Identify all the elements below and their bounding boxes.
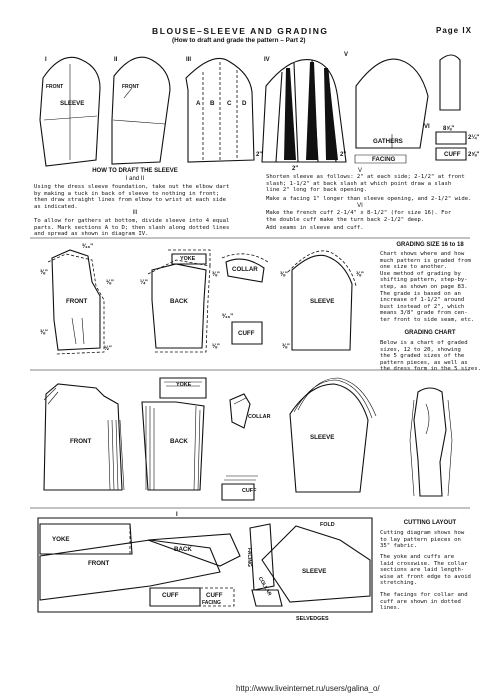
facing-label: FACING xyxy=(372,156,396,163)
paragraph: Make a facing 1" longer than sleeve opening, and 2-1/2" wide. xyxy=(266,196,472,202)
sleeve-label: SLEEVE xyxy=(302,568,327,575)
cuff-label: CUFF xyxy=(242,488,257,494)
section-label-b: B xyxy=(210,100,215,107)
step-label: V xyxy=(344,52,349,58)
step-subheading: V xyxy=(357,168,362,174)
section-label-c: C xyxy=(227,100,232,107)
sleeve-step-2 xyxy=(112,57,170,164)
yoke-label: YOKE xyxy=(52,536,70,543)
sleeve-step-6 xyxy=(436,55,466,160)
dimension: 8⅝" xyxy=(443,126,455,132)
grade-mark: ⅜" xyxy=(356,272,364,278)
chart-front xyxy=(44,384,124,490)
step-label: II xyxy=(114,57,118,63)
facing-label: FACING xyxy=(246,548,252,567)
step-label: IV xyxy=(264,57,270,63)
yoke-label: YOKE xyxy=(176,382,192,388)
grade-mark: ⅜" xyxy=(280,272,288,278)
step-label: III xyxy=(186,57,192,63)
collar-label: COLLAR xyxy=(256,576,273,598)
page-subtitle: (How to draft and grade the pattern – Part 2) xyxy=(172,37,306,44)
cutting-heading: CUTTING LAYOUT xyxy=(403,520,457,526)
source-url[interactable]: http://www.liveinternet.ru/users/galina_o/ xyxy=(236,684,380,693)
yoke-label: YOKE xyxy=(180,256,196,262)
fold-marker: I xyxy=(176,512,178,518)
grading-chart-text: Below is a chart of graded sizes, 12 to 20, showing the 5 graded sizes of the pattern pieces, as well as the dress form in the 5 sizes. xyxy=(380,340,482,373)
page-number: Page IX xyxy=(436,26,472,35)
sleeve-label: SLEEVE xyxy=(310,298,335,305)
selvedges-label: SELVEDGES xyxy=(296,616,329,622)
sleeve-label: SLEEVE xyxy=(60,100,85,107)
collar-label: COLLAR xyxy=(232,266,258,273)
step-label: I xyxy=(45,57,47,63)
grading-heading: GRADING SIZE 16 to 18 xyxy=(396,242,464,248)
grade-mark: ³⁄₁₆" xyxy=(82,244,94,250)
section-heading: HOW TO DRAFT THE SLEEVE xyxy=(92,168,178,174)
cuff-label: CUFF xyxy=(238,330,255,337)
grade-mark: ⅜" xyxy=(212,272,220,278)
grade-mark: ⅛" xyxy=(212,344,220,350)
chart-dress-form xyxy=(410,388,452,496)
front-label: FRONT xyxy=(46,84,64,90)
gathers-label: GATHERS xyxy=(373,138,403,145)
step-subheading: III xyxy=(132,210,138,216)
back-label: BACK xyxy=(174,546,192,553)
cutting-text: The yoke and cuffs are laid crosswise. The collar sections are laid length- wise at front edge to avoid stretching. xyxy=(380,554,471,587)
grading-chart-heading: GRADING CHART xyxy=(404,330,456,336)
grade-mark: ⅜" xyxy=(40,330,48,336)
sleeve-step-5 xyxy=(355,59,428,163)
collar-label: COLLAR xyxy=(248,414,271,420)
step-subheading: I and II xyxy=(125,176,145,182)
front-label: FRONT xyxy=(122,84,140,90)
sleeve-step-1 xyxy=(40,57,100,166)
grade-mark: ⅛" xyxy=(106,280,114,286)
paragraph: To allow for gathers at bottom, divide sleeve into 4 equal parts. Mark sections A to D; then slash along dotted lines and spread as shown in diagram IV. xyxy=(34,218,230,238)
chart-back xyxy=(142,378,206,490)
back-label: BACK xyxy=(170,438,188,445)
page-title: BLOUSE–SLEEVE AND GRADING xyxy=(152,26,329,36)
grading-text: Chart shows where and how much pattern is graded from one size to another. Use method of grading by shifting pattern, step-by- step, as shown on page 83. The grade is based on an increase of 1-1/2" around bust instead of 2", which means 3/8" grade from cen- ter front to side seam, etc. xyxy=(380,251,475,323)
sleeve-step-4 xyxy=(262,60,346,162)
front-label: FRONT xyxy=(88,560,110,567)
step-subheading: VI xyxy=(357,203,363,209)
grade-mark: ³⁄₁₆" xyxy=(222,314,234,320)
dimension: 2" xyxy=(292,166,299,172)
grade-mark: ¼" xyxy=(140,280,148,286)
cuff-label: CUFF xyxy=(444,151,461,158)
fold-label: FOLD xyxy=(320,522,335,528)
back-label: BACK xyxy=(170,298,188,305)
paragraph: Using the dress sleeve foundation, take out the elbow dart by making a tuck in back of sleeve to nothing in front; then draw straight lines from elbow to wrist at each side as indicated. xyxy=(34,184,230,210)
dimension: 2" xyxy=(340,152,347,158)
cutting-text: The facings for collar and cuff are shown in dotted lines. xyxy=(380,592,468,612)
grade-mark: ⅜" xyxy=(282,344,290,350)
grade-mark: ½" xyxy=(104,346,112,352)
facing-label: FACING xyxy=(202,600,221,606)
sleeve-step-3 xyxy=(186,58,254,162)
grade-mark: ⅜" xyxy=(40,270,48,276)
dimension: 2⅝" xyxy=(468,152,480,158)
paragraph: Make the french cuff 2-1/4" x 8-1/2" (for size 16). For the double cuff make the turn back 2-1/2" deep. xyxy=(266,210,452,223)
front-label: FRONT xyxy=(66,298,88,305)
paragraph: Shorten sleeve as follows: 2" at each side; 2-1/2" at front slash; 1-1/2" at back slash at which point draw a slash line 2" long for back opening. xyxy=(266,174,465,194)
paragraph: Add seams in sleeve and cuff. xyxy=(266,225,364,231)
cuff-label: CUFF xyxy=(162,592,179,599)
step-label: VI xyxy=(424,124,430,130)
front-label: FRONT xyxy=(70,438,92,445)
section-label-d: D xyxy=(242,100,247,107)
sleeve-label: SLEEVE xyxy=(310,434,335,441)
dimension: 2¼" xyxy=(468,135,480,141)
cuff-label: CUFF xyxy=(206,592,223,599)
dimension: 2" xyxy=(256,152,263,158)
cutting-text: Cutting diagram shows how to lay pattern pieces on 35" fabric. xyxy=(380,530,465,550)
chart-collar xyxy=(230,394,250,428)
section-label-a: A xyxy=(196,100,201,107)
